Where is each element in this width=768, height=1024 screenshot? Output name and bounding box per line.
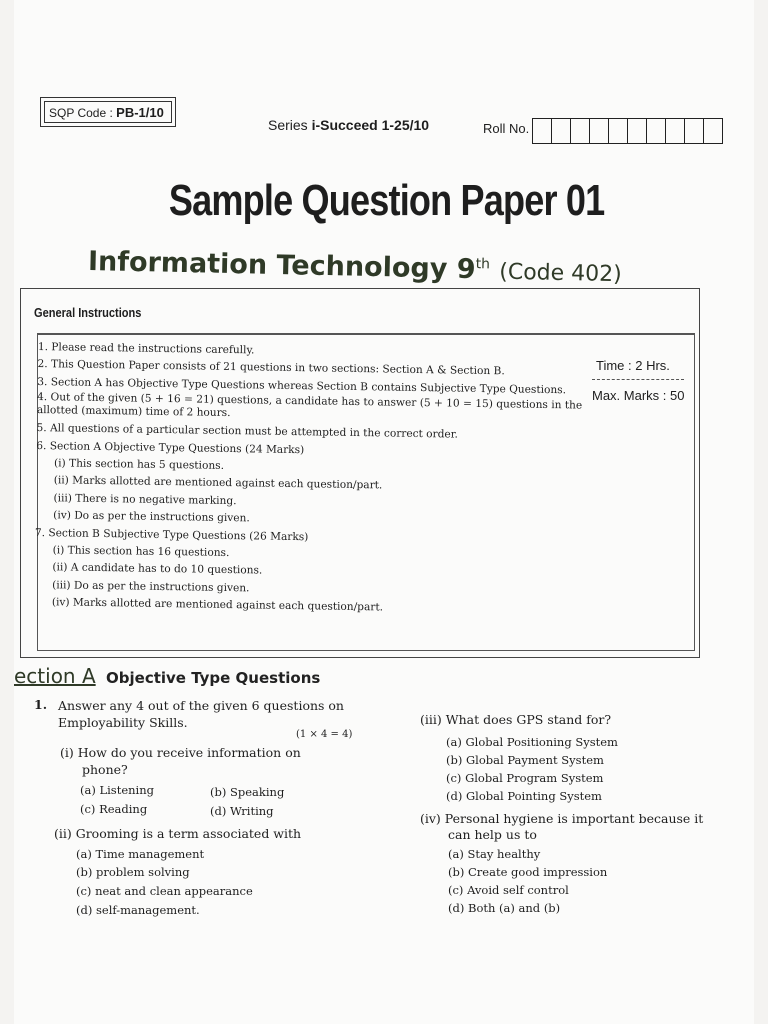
series-line	[268, 117, 429, 133]
roll-no-label: Roll No.	[483, 121, 530, 136]
series-label: Series	[268, 117, 308, 133]
series-value: i-Succeed 1-25/10	[311, 117, 430, 133]
instruction-subitem: (ii) Marks allotted are mentioned against each question/part.	[53, 474, 383, 492]
section-a-title: Objective Type Questions	[106, 669, 321, 687]
roll-no-box	[589, 118, 609, 144]
sqp-code	[44, 101, 172, 123]
sqp-code-label: SQP Code :	[49, 106, 113, 120]
instruction-subitem: (iv) Marks allotted are mentioned against each question/part.	[51, 596, 384, 614]
sqp-code-value: PB-1/10	[116, 105, 164, 120]
option: (a) Time management	[76, 847, 205, 861]
question-number: 1.	[34, 697, 48, 712]
sub-question: can help us to	[448, 827, 537, 842]
option: (c) Global Program System	[446, 771, 604, 785]
sub-question: (ii) Grooming is a term associated with	[54, 826, 302, 841]
paper-page	[14, 0, 754, 1024]
subject-code: (Code 402)	[499, 259, 622, 288]
roll-no-box	[627, 118, 647, 144]
roll-no-box	[551, 118, 571, 144]
option: (b) Speaking	[210, 785, 285, 799]
roll-no-box	[684, 118, 704, 144]
roll-no-box	[532, 118, 552, 144]
question-marks: (1 × 4 = 4)	[296, 729, 353, 740]
roll-no-box	[665, 118, 685, 144]
option: (c) neat and clean appearance	[76, 884, 253, 898]
instruction-subitem: (ii) A candidate has to do 10 questions.	[52, 561, 263, 578]
instructions-list	[34, 339, 598, 620]
sqp-code-box	[40, 97, 176, 127]
option: (d) self-management.	[76, 903, 200, 917]
instruction-item: 2. This Question Paper consists of 21 questions in two sections: Section A & Section B.	[37, 358, 505, 378]
subject-title	[88, 246, 622, 288]
instruction-item: 7. Section B Subjective Type Questions (26 Marks)	[34, 526, 309, 543]
option: (c) Reading	[80, 802, 148, 816]
instruction-subitem: (i) This section has 16 questions.	[52, 544, 230, 560]
option: (d) Writing	[210, 804, 274, 818]
time-divider	[592, 379, 684, 380]
roll-no-box	[570, 118, 590, 144]
option: (a) Listening	[80, 783, 154, 797]
instruction-subitem: (i) This section has 5 questions.	[53, 457, 225, 472]
subject-name: Information Technology 9	[87, 246, 476, 286]
instruction-item: 5. All questions of a particular section must be attempted in the correct order.	[36, 422, 459, 441]
instructions-heading: General Instructions	[34, 305, 142, 320]
question-text: Answer any 4 out of the given 6 questions on	[58, 698, 344, 713]
roll-no-box	[703, 118, 723, 144]
roll-no-box	[608, 118, 628, 144]
section-a-label: ection A	[14, 664, 96, 688]
section-a-heading	[14, 664, 320, 688]
time-allowed: Time : 2 Hrs.	[596, 358, 670, 373]
instruction-item: 1. Please read the instructions carefully.	[37, 340, 255, 357]
option: (b) Global Payment System	[446, 753, 604, 767]
sub-question: (iii) What does GPS stand for?	[420, 712, 612, 727]
option: (c) Avoid self control	[448, 883, 569, 897]
option: (a) Global Positioning System	[446, 735, 618, 749]
instruction-subitem: (iv) Do as per the instructions given.	[53, 509, 250, 525]
paper-title: Sample Question Paper 01	[168, 176, 605, 225]
option: (d) Global Pointing System	[446, 789, 602, 803]
sub-question: (i) How do you receive information on	[60, 745, 301, 760]
instruction-subitem: (iii) Do as per the instructions given.	[52, 579, 250, 595]
option: (b) problem solving	[76, 865, 190, 879]
instruction-subitem: (iii) There is no negative marking.	[53, 492, 237, 507]
max-marks: Max. Marks : 50	[592, 388, 685, 403]
option: (a) Stay healthy	[448, 847, 541, 861]
question-text: Employability Skills.	[58, 715, 188, 730]
roll-no-box	[646, 118, 666, 144]
option: (b) Create good impression	[448, 865, 608, 879]
instruction-item: 4. Out of the given (5 + 16 = 21) questions, a candidate has to answer (5 + 10 = 15) questions in the allotted (maximum) time of 2 hours.	[36, 391, 583, 420]
roll-no-boxes	[533, 118, 723, 144]
option: (d) Both (a) and (b)	[448, 901, 561, 915]
subject-sup: th	[475, 256, 491, 273]
instruction-item: 6. Section A Objective Type Questions (24 Marks)	[36, 439, 305, 456]
sub-question: (iv) Personal hygiene is important because it	[420, 811, 704, 826]
instruction-item: 3. Section A has Objective Type Questions whereas Section B contains Subjective Type Questions.	[37, 375, 567, 397]
sub-question: phone?	[82, 762, 128, 777]
